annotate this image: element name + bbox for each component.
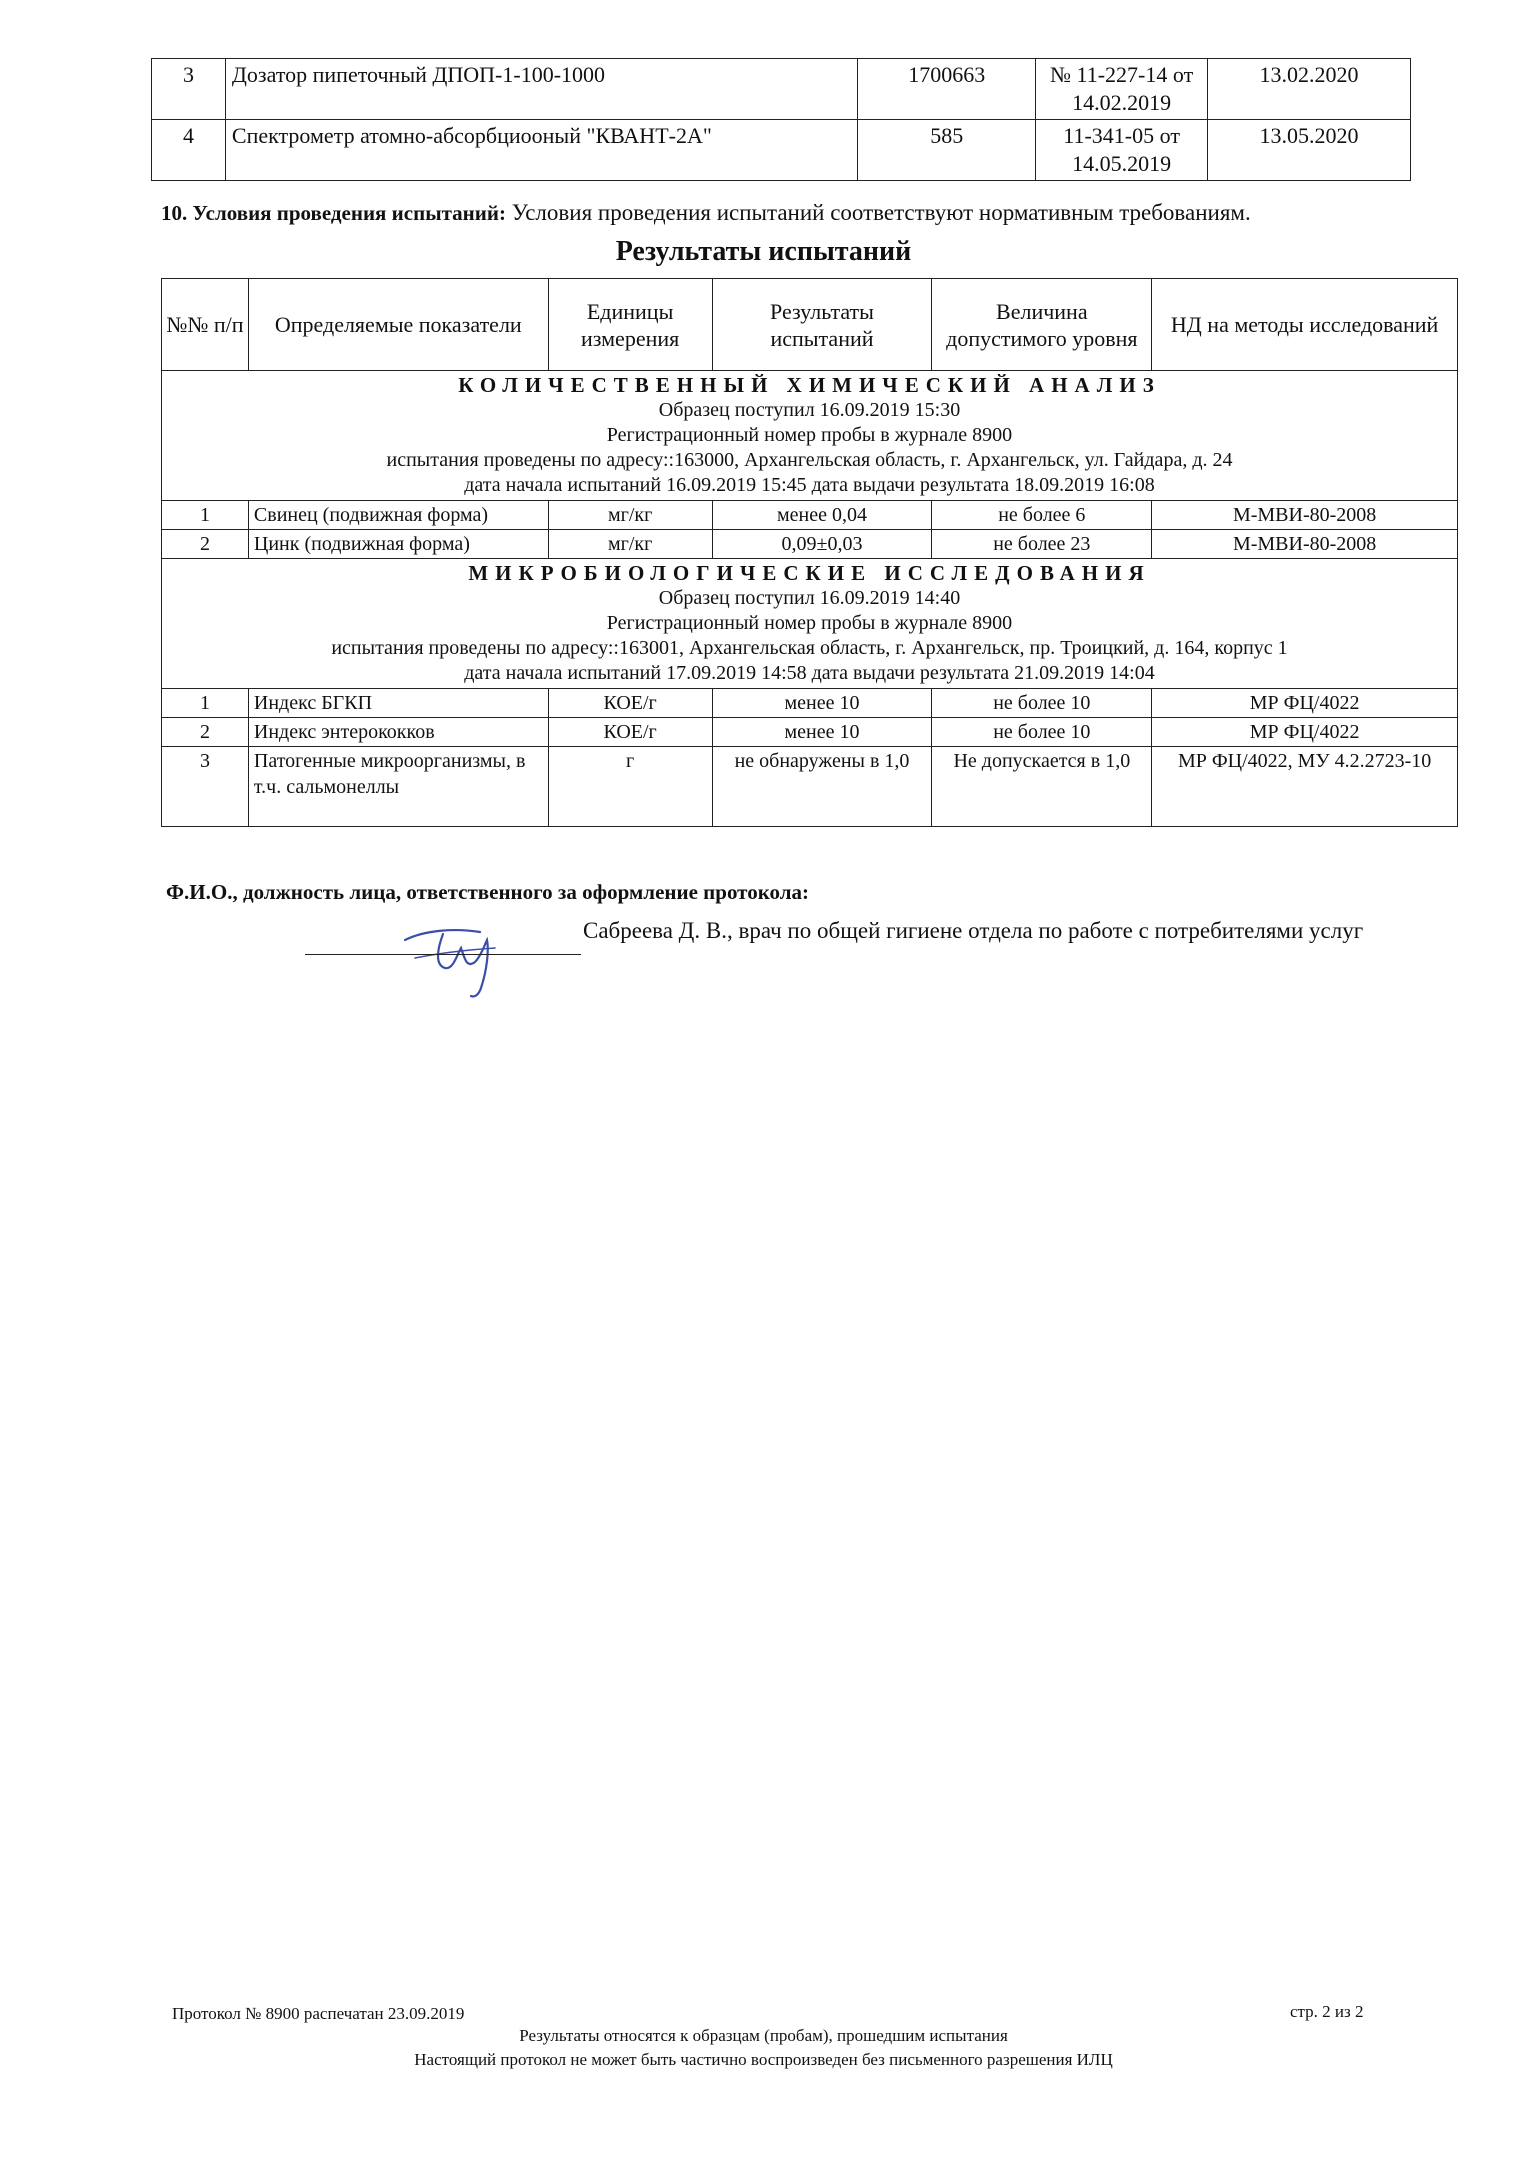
equipment-name: Дозатор пипеточный ДПОП-1-100-1000 — [225, 59, 857, 120]
results-table — [161, 278, 1458, 827]
responsible-label: Ф.И.О., должность лица, ответственного за оформление протокола: — [166, 880, 810, 904]
section-row — [162, 371, 1458, 501]
footer-note-2: Настоящий протокол не может быть частично воспроизведен без письменного разрешения ИЛЦ — [414, 2050, 1113, 2069]
micro-received: Образец поступил 16.09.2019 14:40 — [658, 587, 961, 609]
row-method: МР ФЦ/4022, МУ 4.2.2723-10 — [1152, 747, 1458, 827]
equipment-num: 4 — [152, 120, 226, 181]
equipment-serial: 585 — [858, 120, 1036, 181]
header-method: НД на методы исследований — [1152, 279, 1458, 371]
row-num: 1 — [162, 501, 249, 530]
row-param: Патогенные микроорганизмы, в т.ч. сальмонеллы — [248, 747, 548, 827]
header-limit: Величина допустимого уровня — [932, 279, 1152, 371]
signature-image — [395, 910, 535, 1000]
row-param: Цинк (подвижная форма) — [248, 530, 548, 559]
row-param: Свинец (подвижная форма) — [248, 501, 548, 530]
table-row — [162, 689, 1458, 718]
row-method: М-МВИ-80-2008 — [1152, 530, 1458, 559]
equipment-num: 3 — [152, 59, 226, 120]
header-num: №№ п/п — [162, 279, 249, 371]
micro-reg-number: Регистрационный номер пробы в журнале 8900 — [606, 612, 1013, 634]
row-unit: мг/кг — [548, 501, 712, 530]
micro-section-title: МИКРОБИОЛОГИЧЕСКИЕ ИССЛЕДОВАНИЯ — [468, 561, 1151, 585]
equipment-cert: 11-341-05 от 14.05.2019 — [1036, 120, 1208, 181]
row-unit: г — [548, 747, 712, 827]
table-row — [152, 59, 1411, 120]
conditions-paragraph — [161, 200, 1251, 226]
responsible-name: Сабреева Д. В., врач по общей гигиене отдела по работе с потребителями услуг — [583, 918, 1364, 943]
row-num: 1 — [162, 689, 249, 718]
conditions-text: Условия проведения испытаний соответствуют нормативным требованиям. — [511, 200, 1251, 225]
row-result: менее 0,04 — [712, 501, 932, 530]
row-result: менее 10 — [712, 689, 932, 718]
row-unit: КОЕ/г — [548, 718, 712, 747]
header-result: Результаты испытаний — [712, 279, 932, 371]
table-row — [162, 501, 1458, 530]
row-result: 0,09±0,03 — [712, 530, 932, 559]
equipment-table — [151, 58, 1411, 181]
header-unit: Единицы измерения — [548, 279, 712, 371]
micro-section — [162, 559, 1458, 689]
conditions-label: 10. Условия проведения испытаний: — [161, 201, 506, 225]
row-unit: КОЕ/г — [548, 689, 712, 718]
chem-section-title: КОЛИЧЕСТВЕННЫЙ ХИМИЧЕСКИЙ АНАЛИЗ — [458, 373, 1161, 397]
row-num: 2 — [162, 530, 249, 559]
table-row — [152, 120, 1411, 181]
row-limit: не более 6 — [932, 501, 1152, 530]
row-limit: не более 10 — [932, 689, 1152, 718]
footer-page: стр. 2 из 2 — [1290, 2002, 1364, 2021]
micro-dates: дата начала испытаний 17.09.2019 14:58 дата выдачи результата 21.09.2019 14:04 — [464, 662, 1155, 684]
table-row — [162, 530, 1458, 559]
row-result: не обнаружены в 1,0 — [712, 747, 932, 827]
row-method: МР ФЦ/4022 — [1152, 689, 1458, 718]
footer-note-1: Результаты относятся к образцам (пробам), прошедшим испытания — [519, 2026, 1008, 2045]
results-title: Результаты испытаний — [615, 236, 912, 267]
chem-dates: дата начала испытаний 16.09.2019 15:45 дата выдачи результата 18.09.2019 16:08 — [464, 474, 1155, 496]
footer-protocol: Протокол № 8900 распечатан 23.09.2019 — [172, 2004, 465, 2023]
row-limit: Не допускается в 1,0 — [932, 747, 1152, 827]
section-row — [162, 559, 1458, 689]
signature-line — [305, 954, 581, 955]
equipment-cert: № 11-227-14 от 14.02.2019 — [1036, 59, 1208, 120]
equipment-valid: 13.02.2020 — [1208, 59, 1411, 120]
chem-reg-number: Регистрационный номер пробы в журнале 8900 — [606, 424, 1013, 446]
chem-address: испытания проведены по адресу::163000, Архангельская область, г. Архангельск, ул. Гайдара, д. 24 — [386, 449, 1233, 471]
row-method: М-МВИ-80-2008 — [1152, 501, 1458, 530]
row-num: 3 — [162, 747, 249, 827]
header-param: Определяемые показатели — [248, 279, 548, 371]
header-row — [162, 279, 1458, 371]
row-result: менее 10 — [712, 718, 932, 747]
equipment-serial: 1700663 — [858, 59, 1036, 120]
row-limit: не более 23 — [932, 530, 1152, 559]
equipment-valid: 13.05.2020 — [1208, 120, 1411, 181]
row-param: Индекс БГКП — [248, 689, 548, 718]
chem-received: Образец поступил 16.09.2019 15:30 — [658, 399, 961, 421]
chem-section — [162, 371, 1458, 501]
row-limit: не более 10 — [932, 718, 1152, 747]
row-unit: мг/кг — [548, 530, 712, 559]
table-row — [162, 747, 1458, 827]
table-row — [162, 718, 1458, 747]
row-num: 2 — [162, 718, 249, 747]
row-param: Индекс энтерококков — [248, 718, 548, 747]
equipment-name: Спектрометр атомно-абсорбциооный "КВАНТ-2А" — [225, 120, 857, 181]
row-method: МР ФЦ/4022 — [1152, 718, 1458, 747]
micro-address: испытания проведены по адресу::163001, Архангельская область, г. Архангельск, пр. Троицкий, д. 164, корпус 1 — [331, 637, 1288, 659]
